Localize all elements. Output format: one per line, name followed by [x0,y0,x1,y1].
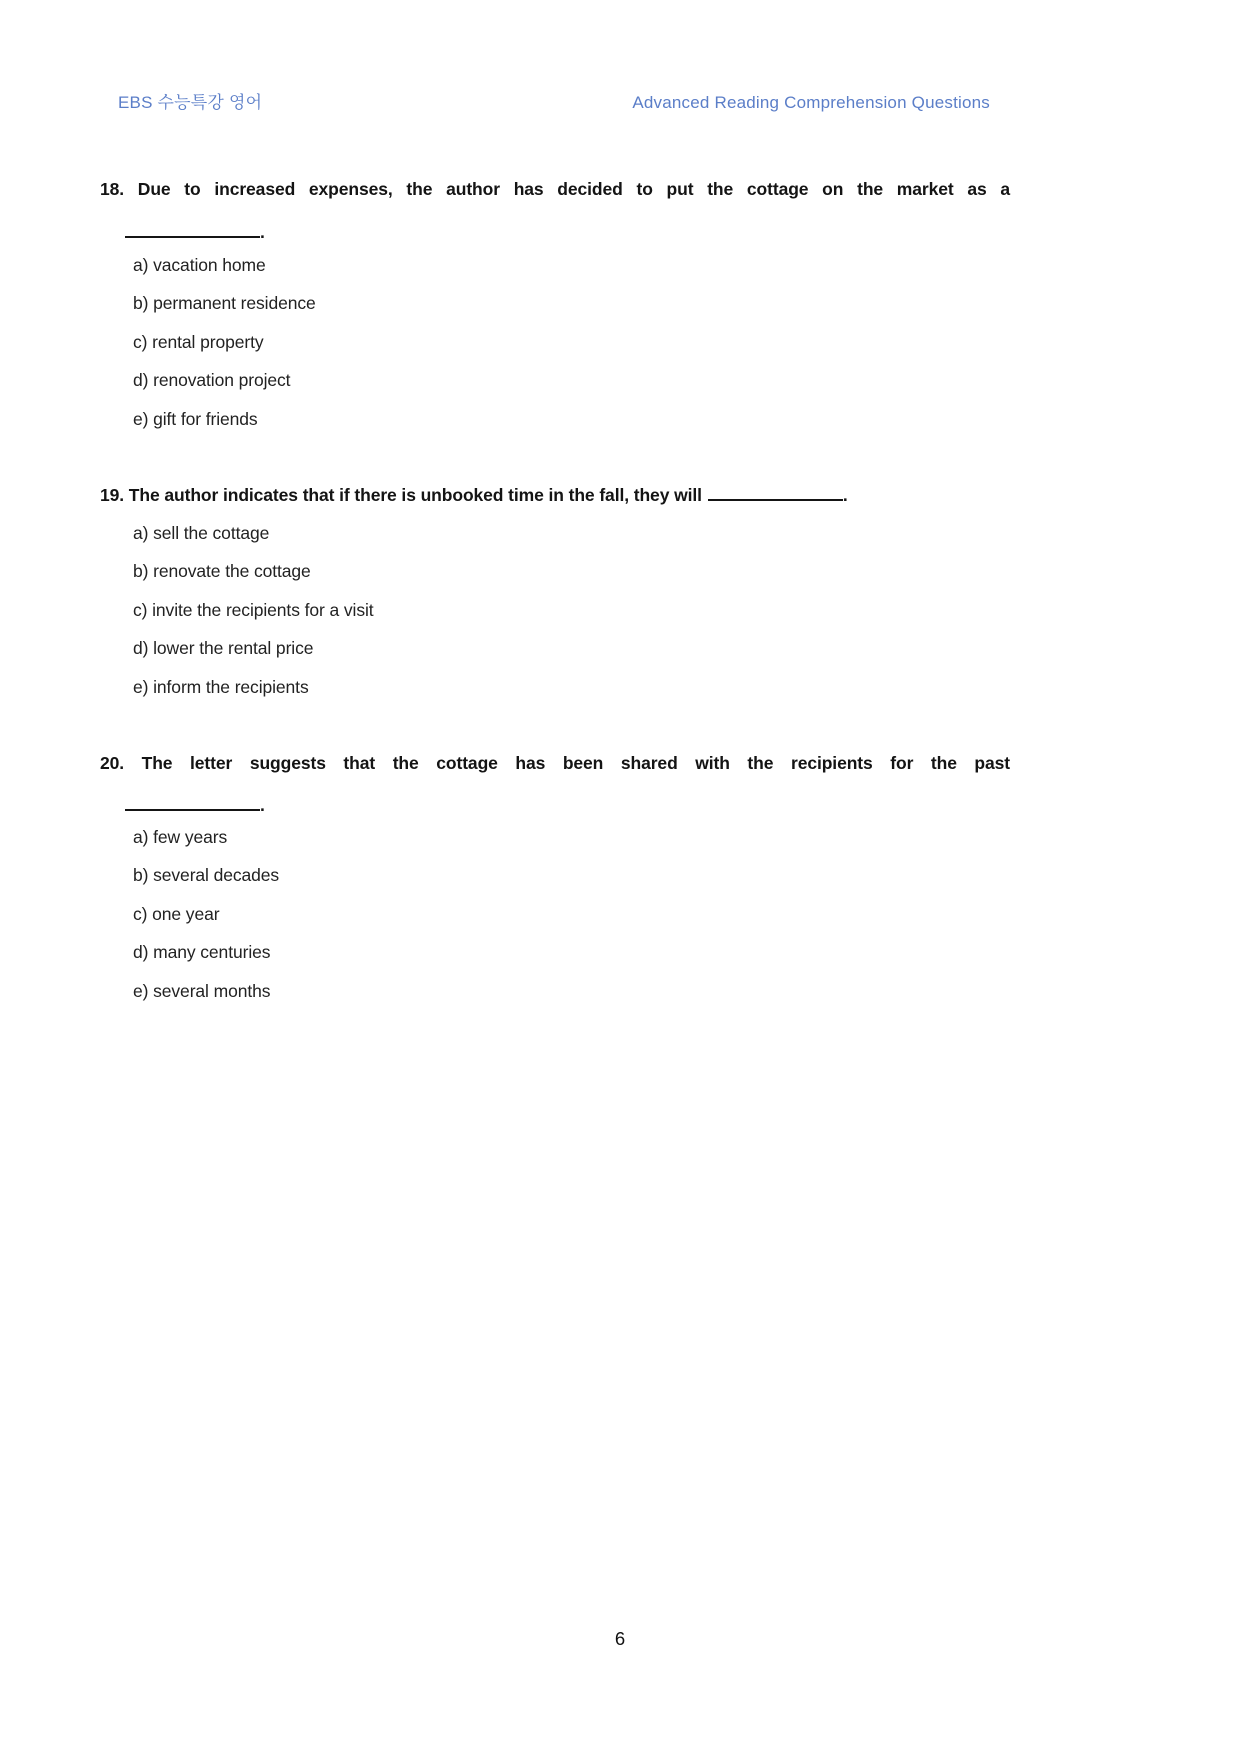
option-item: e) gift for friends [133,408,258,429]
blank-underline [125,225,260,238]
question-20-stem: 20. The letter suggests that the cottage has been shared with the recipients for the past [100,753,1010,773]
option-item: d) lower the rental price [133,638,314,659]
question-18-stem: 18. Due to increased expenses, the author has decided to put the cottage on the market as a [100,179,1010,199]
option-item: e) several months [133,980,271,1001]
option-item: b) renovate the cottage [133,561,311,582]
header-left-title: EBS 수능특강 영어 [118,93,263,112]
option-item: a) vacation home [133,255,266,275]
page-header [118,88,990,113]
option-item: c) invite the recipients for a visit [133,599,374,620]
option-item: a) sell the cottage [133,523,270,543]
blank-suffix: . [842,485,848,505]
option-item: e) inform the recipients [133,676,309,697]
question-18-options [133,246,316,438]
blank-suffix: . [260,795,265,815]
option-item: b) several decades [133,865,280,886]
option-item: c) rental property [133,331,264,352]
question-20-blank-line [125,794,265,816]
header-right-title: Advanced Reading Comprehension Questions [632,93,990,112]
blank-underline [708,488,843,501]
blank-underline [125,798,260,811]
question-19-stem-text: 19. The author indicates that if there is unbooked time in the fall, they will [100,485,702,505]
option-item: c) one year [133,903,220,924]
question-20-options [133,818,279,1010]
question-18-blank-line [125,221,265,243]
option-item: d) renovation project [133,370,291,391]
question-19-options [133,514,374,706]
blank-suffix: . [260,222,265,242]
page-number: 6 [614,1628,626,1649]
question-19-stem [100,484,1040,506]
option-item: b) permanent residence [133,293,316,314]
option-item: d) many centuries [133,942,271,963]
option-item: a) few years [133,827,228,847]
